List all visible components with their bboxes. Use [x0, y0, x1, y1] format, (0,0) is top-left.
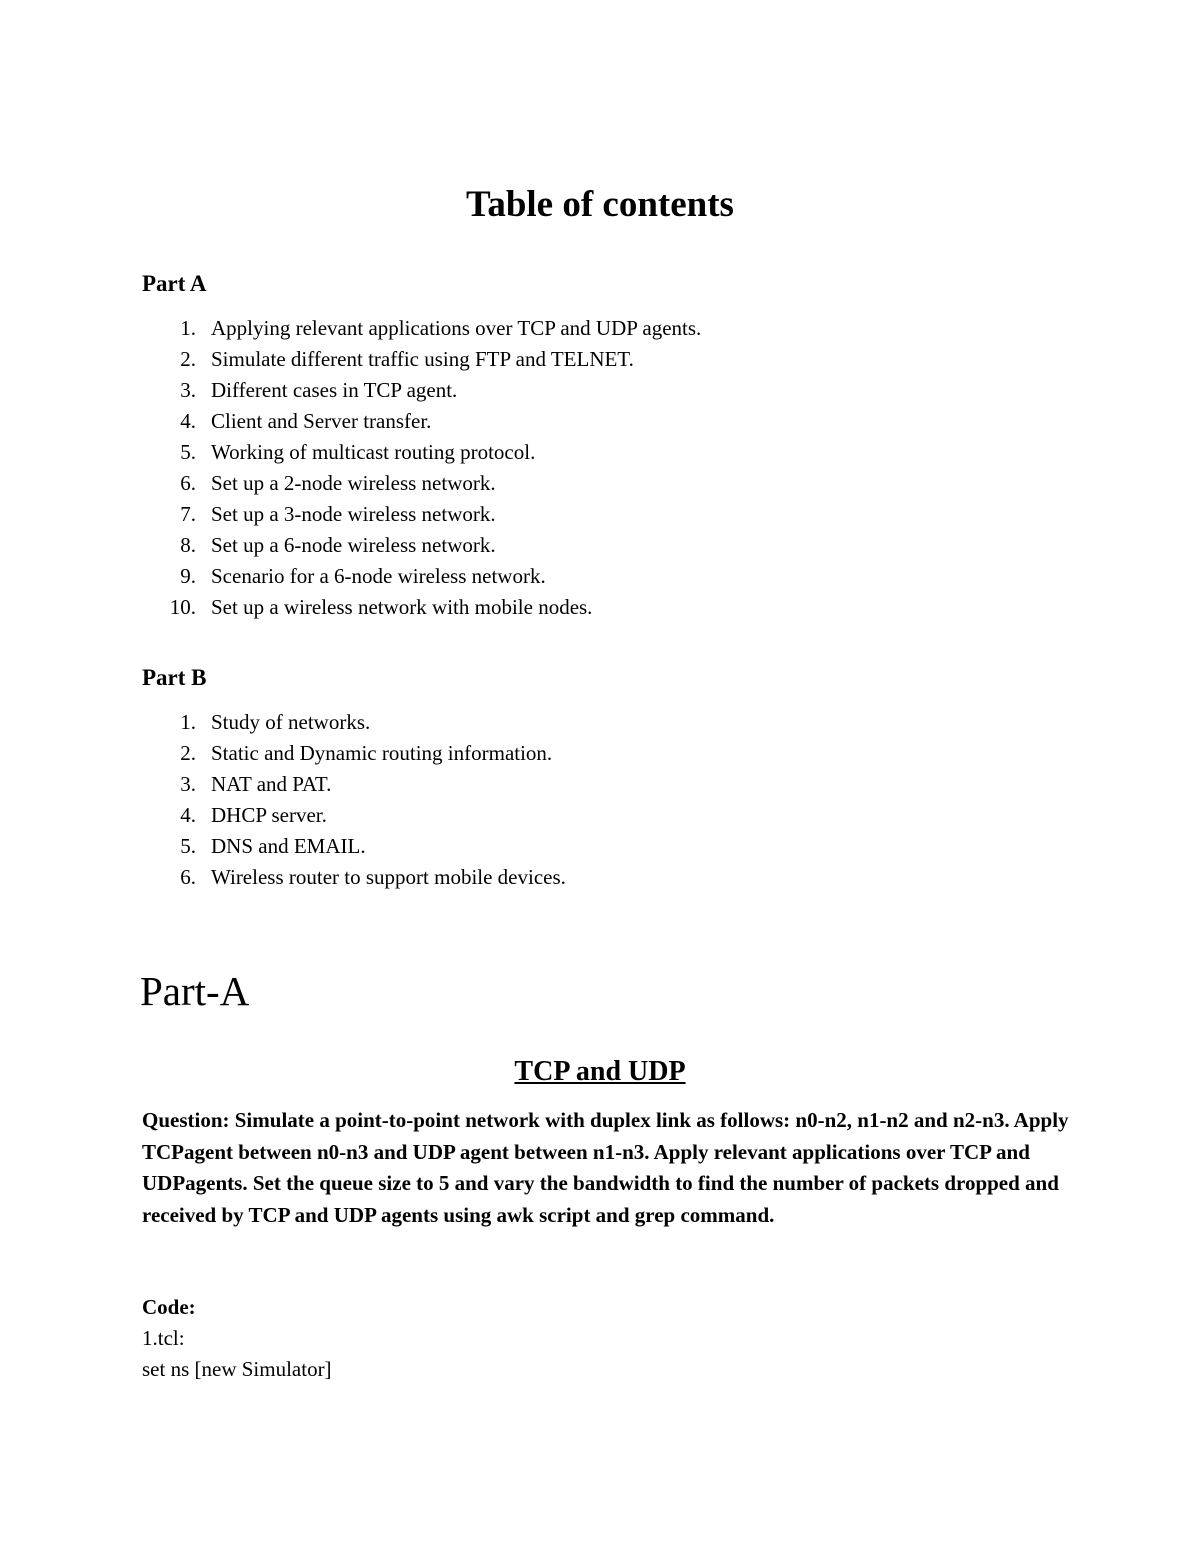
list-number: 7.	[180, 502, 196, 526]
list-item-text: Set up a 6-node wireless network.	[211, 533, 496, 557]
code-label: Code:	[142, 1295, 196, 1319]
list-number: 6.	[180, 865, 196, 889]
list-number: 6.	[180, 471, 196, 495]
code-line: set ns [new Simulator]	[142, 1357, 332, 1381]
toc-part-b-heading: Part B	[142, 665, 207, 690]
list-number: 4.	[180, 409, 196, 433]
list-item-text: Wireless router to support mobile devices.	[211, 865, 566, 889]
list-number: 1.	[180, 710, 196, 734]
list-item-text: Static and Dynamic routing information.	[211, 741, 553, 765]
list-item-text: NAT and PAT.	[211, 772, 332, 796]
toc-title: Table of contents	[466, 184, 734, 225]
part-a-heading: Part-A	[140, 968, 250, 1014]
list-number: 5.	[180, 834, 196, 858]
list-number: 5.	[180, 440, 196, 464]
question-text: Question: Simulate a point-to-point network with duplex link as follows: n0-n2, n1-n2 and n2-n3. Apply TCPagent between n0-n3 and UDP agent between n1-n3. Apply relevant applications over TCP and UDPagents. Set the queue size to 5 and vary the bandwidth to find the number of packets dropped and received by TCP and UDP agents using awk script and grep command.	[142, 1108, 1069, 1227]
list-item-text: Set up a 3-node wireless network.	[211, 502, 496, 526]
toc-part-a-heading: Part A	[142, 271, 207, 296]
list-item-text: Scenario for a 6-node wireless network.	[211, 564, 546, 588]
list-number: 4.	[180, 803, 196, 827]
list-item-text: DNS and EMAIL.	[211, 834, 366, 858]
list-number: 3.	[180, 772, 196, 796]
list-item-text: Client and Server transfer.	[211, 409, 432, 433]
list-item-text: Applying relevant applications over TCP and UDP agents.	[211, 316, 702, 340]
list-number: 8.	[180, 533, 196, 557]
list-number: 2.	[180, 741, 196, 765]
list-item-text: Set up a 2-node wireless network.	[211, 471, 496, 495]
list-item-text: Set up a wireless network with mobile nodes.	[211, 595, 593, 619]
list-item-text: Study of networks.	[211, 710, 371, 734]
list-number: 2.	[180, 347, 196, 371]
list-item-text: Different cases in TCP agent.	[211, 378, 458, 402]
list-item-text: Simulate different traffic using FTP and TELNET.	[211, 347, 634, 371]
list-number: 3.	[180, 378, 196, 402]
list-number: 9.	[180, 564, 196, 588]
list-number: 10.	[169, 595, 196, 619]
list-number: 1.	[180, 316, 196, 340]
section-title: TCP and UDP	[514, 1056, 686, 1087]
list-item-text: DHCP server.	[211, 803, 327, 827]
list-item-text: Working of multicast routing protocol.	[211, 440, 536, 464]
code-filename: 1.tcl:	[142, 1326, 185, 1350]
